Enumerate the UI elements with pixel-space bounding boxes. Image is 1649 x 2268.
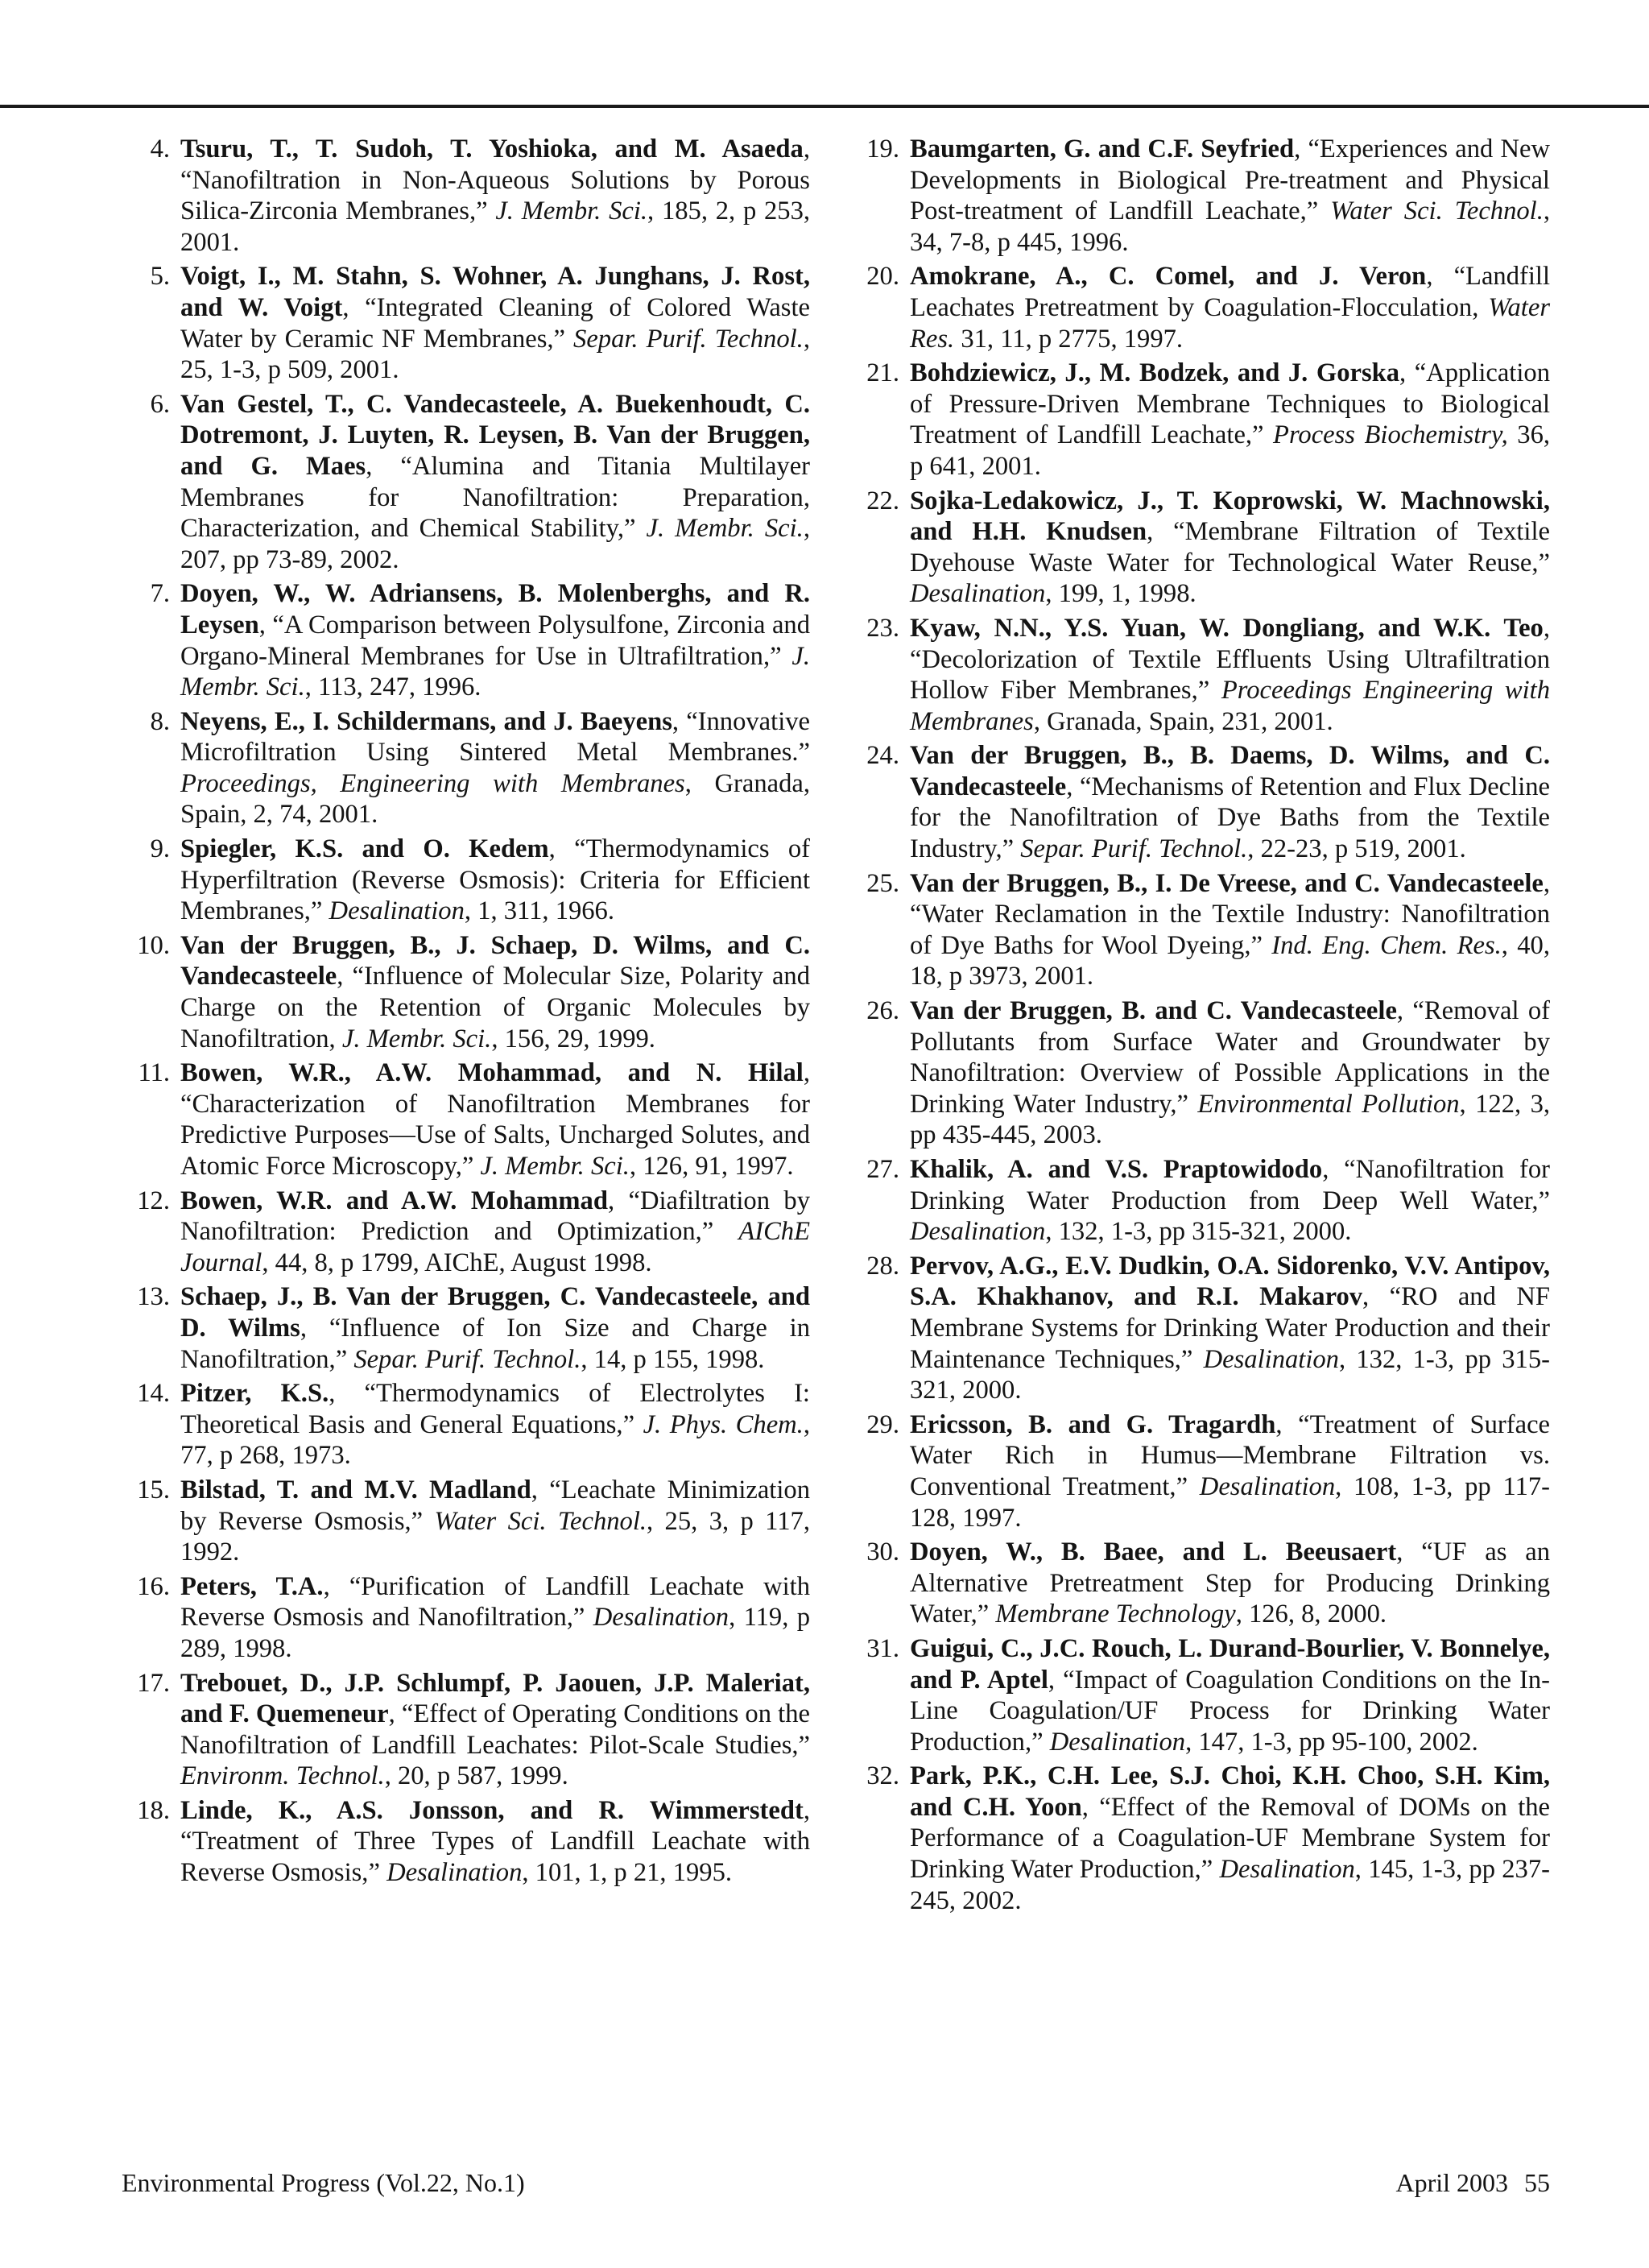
reference-title: , “Effect of Operating Conditions on the Nanofiltration of Landfill Leachates: Pilot-Scale Studies,” [180,1699,810,1760]
reference-title: , “Treatment of Surface Water Rich in Humus—Membrane Filtration vs. Conventional Treatment,” [910,1409,1550,1501]
reference-source: Desalination [329,896,465,926]
reference-item [851,134,1550,258]
reference-title: , “Effect of the Removal of DOMs on the Performance of a Coagulation-UF Membrane System for Drinking Water Production,” [910,1792,1550,1885]
reference-number: 27. [866,1155,899,1184]
reference-item [851,358,1550,482]
reference-title: , “Experiences and New Developments in Biological Pre-treatment and Physical Post-treatment of Landfill Leachate,” [910,135,1550,226]
reference-details: , 34, 7-8, p 445, 1996. [910,197,1551,257]
reference-title: , “Leachate Minimization by Reverse Osmosis,” [180,1475,810,1536]
reference-title: , “Diafiltration by Nanofiltration: Prediction and Optimization,” [180,1186,810,1247]
reference-title: , “Purification of Landfill Leachate with Reverse Osmosis and Nanofiltration,” [180,1571,811,1633]
reference-details: , 113, 247, 1996. [304,673,481,702]
reference-details: 36, p 641, 2001. [910,420,1550,481]
reference-authors: Amokrane, A., C. Comel, and J. Veron [910,262,1427,292]
reference-number: 28. [866,1251,899,1281]
reference-item [851,613,1550,737]
reference-authors: Van Gestel, T., C. Vandecasteele, A. Buekenhoudt, C. Dotremont, J. Luyten, R. Leysen, B. Van der Bruggen, and G. Maes [180,389,810,481]
reference-title: , “Influence of Ion Size and Charge in Nanofiltration,” [180,1313,810,1374]
reference-authors: Peters, T.A. [180,1571,324,1601]
reference-source: Water Sci. Technol. [434,1506,647,1536]
reference-number: 23. [866,613,899,643]
reference-item [122,578,810,702]
reference-source: Water Sci. Technol. [1330,197,1544,226]
reference-item [851,486,1550,610]
reference-source: Desalination [910,1217,1046,1247]
reference-authors: Khalik, A. and V.S. Praptowidodo [910,1155,1323,1184]
reference-title: , “Mechanisms of Retention and Flux Decline for the Nanofiltration of Dye Baths from the Textile Industry,” [910,772,1550,864]
reference-authors: Doyen, W., B. Baee, and L. Beeusaert [910,1538,1397,1567]
reference-title: , “Thermodynamics of Hyperfiltration (Reverse Osmosis): Criteria for Efficient Membranes,” [180,834,811,926]
reference-number: 5. [150,262,170,292]
reference-number: 13. [137,1282,170,1312]
header-rule [0,105,1649,108]
reference-number: 31. [866,1633,899,1663]
reference-source: AIChE Journal [180,1217,810,1277]
reference-details: , 147, 1-3, pp 95-100, 2002. [1185,1727,1478,1757]
reference-number: 7. [150,579,170,609]
reference-details: , 122, 3, pp 435-445, 2003. [910,1089,1550,1150]
reference-authors: Kyaw, N.N., Y.S. Yuan, W. Dongliang, and W.K. Teo [910,613,1544,643]
reference-title: , “Impact of Coagulation Conditions on the In-Line Coagulation/UF Process for Drinking Water Production,” [910,1665,1550,1757]
reference-title: , “A Comparison between Polysulfone, Zirconia and Organo-Mineral Membranes for Use in Ultrafiltration,” [180,610,810,671]
reference-item [851,1154,1550,1248]
reference-title: , “Treatment of Three Types of Landfill Leachate with Reverse Osmosis,” [180,1795,810,1888]
reference-number: 17. [137,1668,170,1698]
reference-title: , “RO and NF Membrane Systems for Drinking Water Production and their Maintenance Techniques,” [910,1282,1550,1374]
reference-item [122,1475,810,1568]
reference-details: , 207, pp 73-89, 2002. [180,514,810,574]
reference-source: Desalination [386,1858,523,1888]
reference-title: , “Characterization of Nanofiltration Membranes for Predictive Purposes—Use of Salts, Uncharged Solutes, and Atomic Force Microscopy,” [180,1058,810,1181]
reference-item [851,1251,1550,1406]
reference-number: 9. [150,834,170,864]
reference-source: Desalination [1203,1344,1339,1374]
reference-details: , 20, p 587, 1999. [384,1761,568,1791]
reference-details: , 14, p 155, 1998. [581,1344,765,1374]
reference-authors: Park, P.K., C.H. Lee, S.J. Choi, K.H. Choo, S.H. Kim, and C.H. Yoon [910,1761,1550,1822]
reference-source: Membrane Technology [995,1600,1236,1629]
reference-authors: Pervov, A.G., E.V. Dudkin, O.A. Sidorenko, V.V. Antipov, S.A. Khakhanov, and R.I. Makarov [910,1251,1550,1312]
reference-number: 22. [866,486,899,515]
reference-item [122,1186,810,1279]
reference-number: 21. [866,358,899,388]
reference-authors: Van der Bruggen, B. and C. Vandecasteele [910,996,1397,1026]
reference-title: , “Innovative Microfiltration Using Sintered Metal Membranes.” [180,706,810,768]
reference-details: , 126, 91, 1997. [629,1152,794,1181]
reference-details: , 119, p 289, 1998. [180,1603,810,1663]
reference-number: 4. [150,135,170,163]
reference-details: , 145, 1-3, pp 237-245, 2002. [910,1855,1550,1915]
reference-source: J. Membr. Sci. [646,514,804,544]
reference-authors: Neyens, E., I. Schildermans, and J. Baeyens [180,706,672,736]
reference-item [122,1571,810,1665]
reference-source: J. Membr. Sci. [480,1152,630,1181]
reference-number: 18. [137,1795,170,1825]
reference-title: , “Removal of Pollutants from Surface Water and Groundwater by Nanofiltration: Overview of Possible Applications in the Drinking Water Industry,” [910,996,1550,1119]
reference-authors: Bowen, W.R. and A.W. Mohammad [180,1186,608,1215]
reference-details: , 185, 2, p 253, 2001. [180,197,811,257]
reference-details: , Granada, Spain, 2, 74, 2001. [180,768,810,830]
reference-source: J. Membr. Sci. [341,1024,492,1053]
reference-item [851,261,1550,354]
reference-item [851,1633,1550,1757]
reference-item [122,930,810,1054]
reference-item [851,868,1550,992]
reference-source: Water Res. [910,292,1550,354]
reference-title: , “Nanofiltration for Drinking Water Production from Deep Well Water,” [910,1155,1550,1215]
reference-number: 10. [137,930,170,960]
reference-number: 30. [866,1538,899,1567]
reference-authors: Van der Bruggen, B., I. De Vreese, and C. Vandecasteele [910,868,1544,898]
reference-number: 11. [138,1058,170,1088]
reference-number: 26. [866,996,899,1026]
reference-source: Proceedings, Engineering with Membranes [180,768,685,798]
reference-title: , “Influence of Molecular Size, Polarity and Charge on the Retention of Organic Molecules by Nanofiltration, [180,962,810,1053]
reference-number: 8. [150,706,170,736]
reference-source: Separ. Purif. Technol. [353,1344,581,1374]
reference-details: , 44, 8, p 1799, AIChE, August 1998. [262,1248,652,1277]
reference-authors: Bowen, W.R., A.W. Mohammad, and N. Hilal [180,1058,804,1088]
reference-item [122,706,810,830]
reference-number: 24. [866,741,899,771]
reference-details: , Granada, Spain, 231, 2001. [1033,706,1333,736]
reference-authors: Bilstad, T. and M.V. Madland [180,1475,531,1504]
reference-number: 29. [866,1409,899,1439]
reference-source: Desalination [1219,1855,1355,1885]
reference-authors: Ericsson, B. and G. Tragardh [910,1409,1276,1439]
reference-item [851,995,1550,1151]
reference-item [851,1537,1550,1630]
reference-number: 25. [866,868,899,898]
reference-source: Separ. Purif. Technol. [1020,834,1248,864]
references-column-right [851,134,1550,1919]
reference-authors: Sojka-Ledakowicz, J., T. Koprowski, W. Machnowski, and H.H. Knudsen [910,486,1550,547]
reference-item [851,1761,1550,1916]
reference-number: 6. [150,389,170,419]
reference-authors: Van der Bruggen, B., B. Daems, D. Wilms, and C. Vandecasteele [910,741,1550,801]
reference-details: , 101, 1, p 21, 1995. [522,1858,733,1888]
reference-authors: Pitzer, K.S. [180,1379,329,1409]
reference-details: , 25, 1-3, p 509, 2001. [180,324,810,385]
reference-title: , “Thermodynamics of Electrolytes I: Theoretical Basis and General Equations,” [180,1379,810,1439]
footer-journal: Environmental Progress (Vol.22, No.1) [122,2168,525,2197]
reference-number: 20. [866,262,899,292]
reference-item [122,1057,810,1182]
reference-item [122,389,810,576]
reference-title: , “Nanofiltration in Non-Aqueous Solutions by Porous Silica-Zirconia Membranes,” [180,135,810,226]
reference-details: , 199, 1, 1998. [1045,579,1196,609]
reference-details: , 132, 1-3, pp 315-321, 2000. [910,1344,1550,1405]
reference-number: 16. [137,1571,170,1601]
reference-item [122,261,810,385]
page-number: 55 [1524,2168,1550,2197]
references-column-left [122,134,810,1892]
reference-item [122,1795,810,1889]
reference-source: Desalination [910,579,1046,609]
reference-authors: Bohdziewicz, J., M. Bodzek, and J. Gorska [910,358,1400,388]
reference-item [122,1281,810,1375]
reference-authors: Schaep, J., B. Van der Bruggen, C. Vandecasteele, and D. Wilms [180,1282,810,1343]
reference-source: Ind. Eng. Chem. Res. [1271,930,1502,960]
reference-item [851,1409,1550,1533]
reference-title: , “Decolorization of Textile Effluents Using Ultrafiltration Hollow Fiber Membranes,” [910,613,1550,706]
reference-details: , 25, 3, p 117, 1992. [180,1506,810,1567]
footer-date-page [1395,2168,1550,2198]
reference-authors: Van der Bruggen, B., J. Schaep, D. Wilms, and C. Vandecasteele [180,930,810,991]
reference-number: 19. [866,135,899,163]
reference-source: J. Membr. Sci. [180,641,810,702]
reference-source: Desalination [593,1603,729,1633]
reference-item [851,740,1550,864]
reference-item [122,134,810,258]
reference-item [122,1668,810,1792]
reference-item [122,1378,810,1471]
reference-title: , “Landfill Leachates Pretreatment by Coagulation-Flocculation, [910,262,1550,322]
reference-number: 15. [137,1475,170,1504]
reference-details: , 156, 29, 1999. [491,1024,655,1053]
reference-title: , “Integrated Cleaning of Colored Waste Water by Ceramic NF Membranes,” [180,292,810,354]
reference-source: Proceedings Engineering with Membranes [910,676,1550,736]
reference-title: , “Application of Pressure-Driven Membrane Techniques to Biological Treatment of Landfill Leachate,” [910,358,1550,450]
reference-source: Environm. Technol. [180,1761,385,1791]
reference-title: , “Alumina and Titania Multilayer Membranes for Nanofiltration: Preparation, Characterization, and Chemical Stability,” [180,451,810,544]
reference-authors: Baumgarten, G. and C.F. Seyfried [910,135,1295,163]
reference-details: , 108, 1-3, pp 117-128, 1997. [910,1471,1550,1533]
reference-details: , 1, 311, 1966. [464,896,614,926]
reference-title: , “Membrane Filtration of Textile Dyehouse Waste Water for Technological Water Reuse,” [910,517,1550,577]
reference-authors: Trebouet, D., J.P. Schlumpf, P. Jaouen, J.P. Maleriat, and F. Quemeneur [180,1668,810,1729]
reference-authors: Doyen, W., W. Adriansens, B. Molenberghs, and R. Leysen [180,579,810,639]
reference-source: Desalination [1049,1727,1186,1757]
reference-number: 14. [137,1379,170,1409]
reference-title: , “UF as an Alternative Pretreatment Step for Producing Drinking Water,” [910,1538,1550,1629]
reference-authors: Linde, K., A.S. Jonsson, and R. Wimmerstedt [180,1795,804,1825]
reference-item [122,834,810,927]
reference-authors: Voigt, I., M. Stahn, S. Wohner, A. Junghans, J. Rost, and W. Voigt [180,262,810,322]
reference-source: Environmental Pollution [1197,1089,1460,1119]
reference-source: Separ. Purif. Technol. [573,324,804,354]
reference-number: 32. [866,1761,899,1791]
reference-details: , 40, 18, p 3973, 2001. [910,930,1550,991]
reference-source: Desalination [1199,1471,1336,1501]
reference-source: J. Phys. Chem. [643,1409,804,1439]
reference-details: 31, 11, p 2775, 1997. [954,324,1184,354]
reference-number: 12. [137,1186,170,1215]
reference-details: , 22-23, p 519, 2001. [1247,834,1466,864]
reference-details: , 132, 1-3, pp 315-321, 2000. [1045,1217,1352,1247]
reference-details: , 126, 8, 2000. [1235,1600,1387,1629]
reference-source: Process Biochemistry, [1273,420,1508,450]
footer-date: April 2003 [1395,2168,1508,2197]
reference-authors: Spiegler, K.S. and O. Kedem [180,834,549,864]
reference-authors: Guigui, C., J.C. Rouch, L. Durand-Bourlier, V. Bonnelye, and P. Aptel [910,1633,1550,1695]
reference-title: , “Water Reclamation in the Textile Industry: Nanofiltration of Dye Baths for Wool Dyeing,” [910,868,1550,960]
reference-details: , 77, p 268, 1973. [180,1409,810,1471]
reference-source: J. Membr. Sci. [495,197,648,226]
reference-authors: Tsuru, T., T. Sudoh, T. Yoshioka, and M. Asaeda [180,135,804,163]
